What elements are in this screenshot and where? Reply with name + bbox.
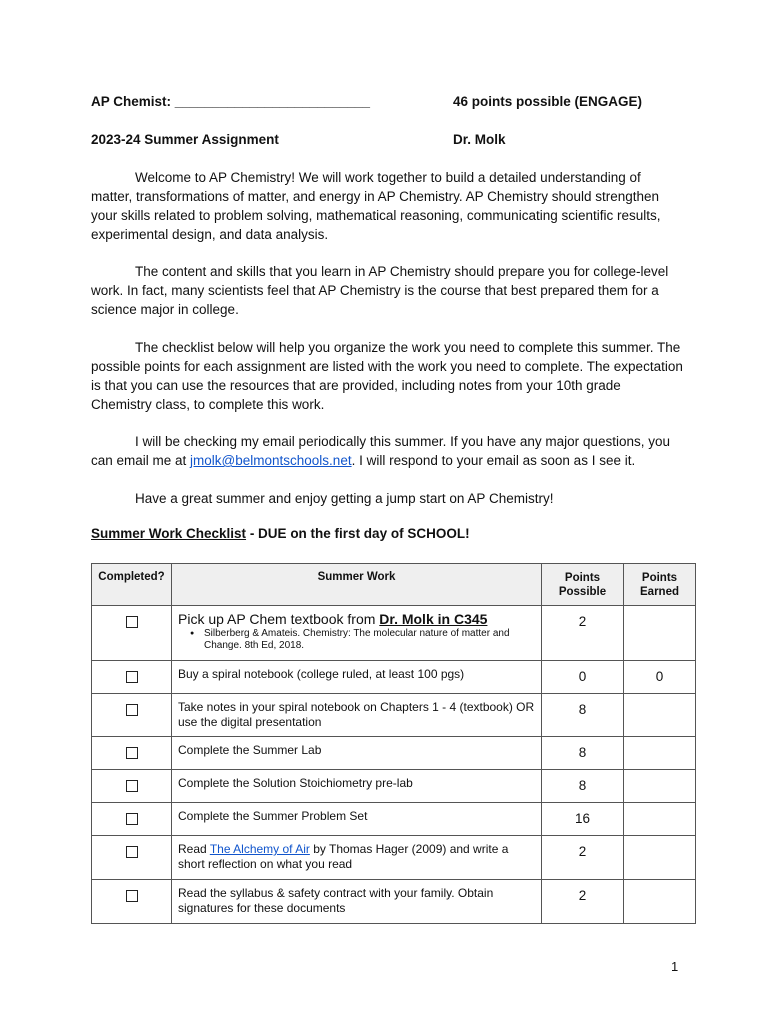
table-row [92, 803, 696, 836]
book-link[interactable]: The Alchemy of Air [209, 842, 310, 856]
table-header-row [92, 564, 696, 606]
assignment-heading: 2023-24 Summer Assignment [91, 132, 279, 147]
header-points-possible: Points Possible [542, 564, 624, 606]
points-earned-cell[interactable] [624, 880, 696, 924]
task-prefix: Read [178, 842, 210, 856]
points-possible-cell: 2 [542, 880, 624, 924]
table-row [92, 606, 696, 661]
header-points-earned: Points Earned [624, 564, 696, 606]
points-possible-cell: 0 [542, 661, 624, 694]
task-text: Complete the Solution Stoichiometry pre-lab [172, 770, 542, 803]
content-text: The content and skills that you learn in AP Chemistry should prepare you for college-level work. In fact, many scientists feel that AP Chemistry is the course that best prepared them for a science major in college. [91, 264, 669, 317]
table-row [92, 770, 696, 803]
points-possible-cell: 2 [542, 606, 624, 661]
page-number: 1 [671, 959, 679, 974]
content-paragraph [91, 262, 683, 319]
task-text: Take notes in your spiral notebook on Chapters 1 - 4 (textbook) OR use the digital presentation [172, 694, 542, 737]
table-row [92, 880, 696, 924]
points-earned-cell[interactable] [624, 770, 696, 803]
points-possible-cell: 16 [542, 803, 624, 836]
points-earned-cell[interactable] [624, 737, 696, 770]
checklist-title-underlined: Summer Work Checklist [91, 526, 247, 541]
task-prefix: Pick up AP Chem textbook from [178, 611, 380, 627]
points-earned-cell[interactable] [624, 836, 696, 880]
table-row [92, 694, 696, 737]
checklist-intro-paragraph [91, 338, 683, 414]
task-text: Complete the Summer Problem Set [172, 803, 542, 836]
task-text: Complete the Summer Lab [172, 737, 542, 770]
checklist-intro-text: The checklist below will help you organize the work you need to complete this summer. The possible points for each assignment are listed with the work you need to complete. The expectation is that you can use the resources that are provided, including notes from your 10th grade Chemistry class, to complete this work. [91, 340, 683, 412]
points-possible-heading: 46 points possible (ENGAGE) [453, 94, 643, 109]
points-possible-cell: 8 [542, 737, 624, 770]
points-earned-cell[interactable] [624, 694, 696, 737]
completed-checkbox[interactable] [126, 890, 138, 902]
checklist-title-rest: - DUE on the first day of SCHOOL! [246, 526, 470, 541]
checklist-table [91, 563, 696, 924]
teacher-name: Dr. Molk [453, 132, 506, 147]
points-possible-cell: 2 [542, 836, 624, 880]
points-earned-cell[interactable] [624, 606, 696, 661]
task-text [178, 612, 535, 627]
points-earned-cell[interactable]: 0 [624, 661, 696, 694]
welcome-text: Welcome to AP Chemistry! We will work together to build a detailed understanding of matter, transformations of matter, and energy in AP Chemistry. AP Chemistry should strengthen your skills related to problem solving, mathematical reasoning, communicating scientific results, experimental design, and data analysis. [91, 170, 661, 242]
completed-checkbox[interactable] [126, 780, 138, 792]
completed-checkbox[interactable] [126, 813, 138, 825]
table-row [92, 836, 696, 880]
table-row [92, 737, 696, 770]
welcome-paragraph [91, 168, 683, 244]
completed-checkbox[interactable] [126, 671, 138, 683]
closing-text: Have a great summer and enjoy getting a jump start on AP Chemistry! [135, 491, 554, 506]
email-text-after: . I will respond to your email as soon as I see it. [351, 453, 636, 468]
closing-paragraph [91, 489, 683, 508]
textbook-bullet: ● Silberberg & Amateis. Chemistry: The molecular nature of matter and Change. 8th Ed, 2018. [178, 628, 535, 652]
email-paragraph [91, 432, 683, 470]
points-possible-cell: 8 [542, 694, 624, 737]
completed-checkbox[interactable] [126, 704, 138, 716]
points-earned-cell[interactable] [624, 803, 696, 836]
header-completed: Completed? [92, 564, 172, 606]
task-location: Dr. Molk in C345 [379, 611, 488, 627]
checklist-title [91, 526, 470, 541]
points-possible-cell: 8 [542, 770, 624, 803]
task-text [172, 836, 542, 880]
student-name-field[interactable]: AP Chemist: __________________________ [91, 94, 370, 109]
task-text: Read the syllabus & safety contract with your family. Obtain signatures for these documents [172, 880, 542, 924]
completed-checkbox[interactable] [126, 616, 138, 628]
task-suffix: by Thomas Hager (2009) and write a short reflection on what you read [178, 842, 509, 871]
header-summer-work: Summer Work [172, 564, 542, 606]
completed-checkbox[interactable] [126, 846, 138, 858]
table-row [92, 661, 696, 694]
email-link[interactable]: jmolk@belmontschools.net [190, 453, 352, 468]
email-text-before: I will be checking my email periodically this summer. If you have any major questions, you can email me at [91, 434, 670, 468]
completed-checkbox[interactable] [126, 747, 138, 759]
task-text: Buy a spiral notebook (college ruled, at least 100 pgs) [172, 661, 542, 694]
